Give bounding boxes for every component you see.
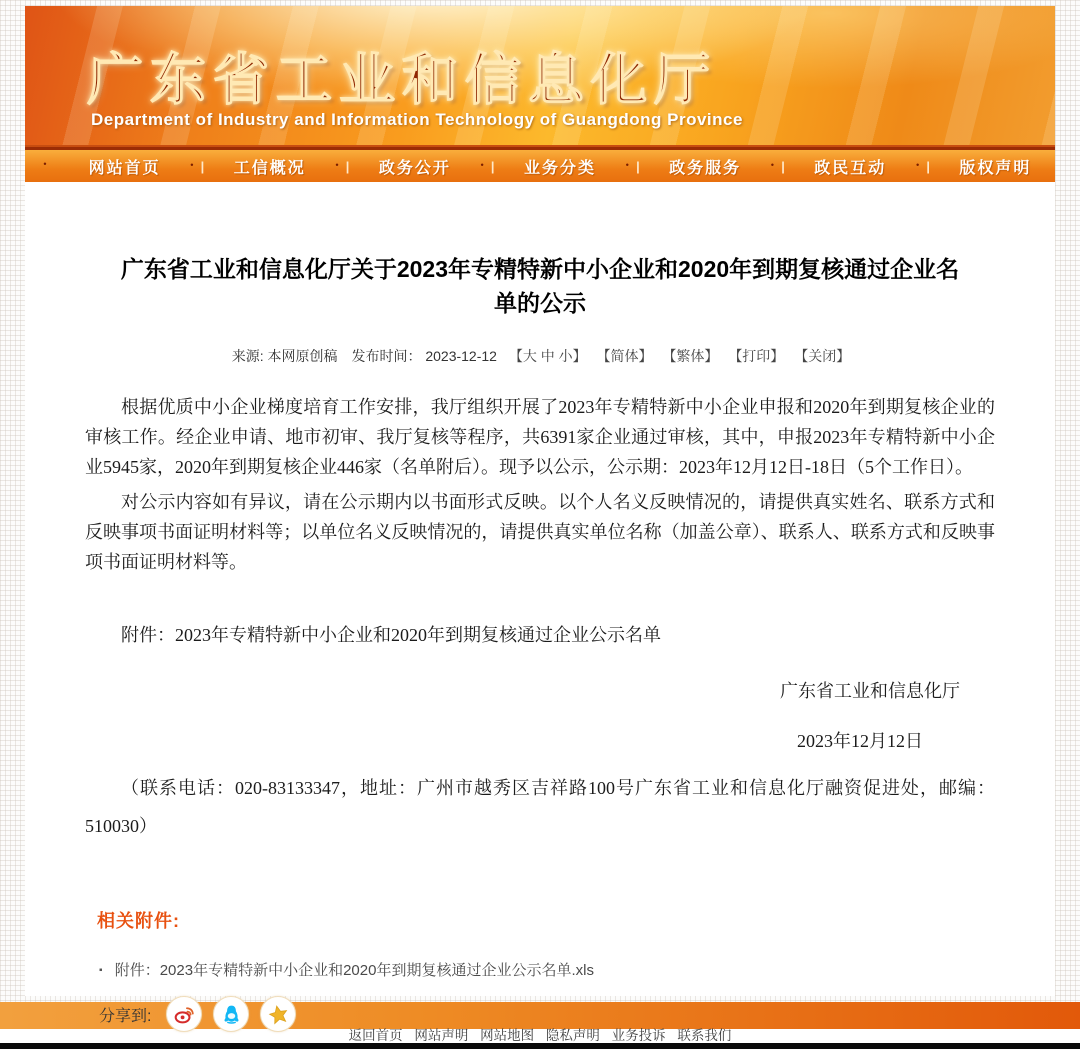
nav-item-gov-services[interactable]: 政务服务 <box>669 159 742 177</box>
footer-bottom-bar <box>0 1043 1080 1049</box>
footer-link-sitemap[interactable]: 网站地图 <box>480 1028 535 1043</box>
nav-separator <box>620 159 646 174</box>
article-content <box>25 182 1055 1025</box>
page <box>0 6 1080 1049</box>
main-nav <box>25 147 1055 182</box>
paragraph-announcement: 根据优质中小企业梯度培育工作安排，我厅组织开展了2023年专精特新中小企业申报和2020年到期复核企业的审核工作。经企业申请、地市初审、我厅复核等程序，共6391家企业通过审核，其中，申报2023年专精特新中小企业5945家，2020年到期复核企业446家（名单附后）。现予以公示，公示期：2023年12月12日-18日（5个工作日）。 <box>85 397 995 477</box>
share-label: 分享到: <box>99 1007 152 1025</box>
source-label: 来源: 本网原创稿 <box>231 348 338 364</box>
nav-item-gov-disclosure[interactable]: 政务公开 <box>378 159 451 177</box>
nav-item-public-interaction[interactable]: 政民互动 <box>814 159 887 177</box>
attachment-xls-link[interactable]: 附件：2023年专精特新中小企业和2020年到期复核通过企业公示名单.xls <box>114 962 594 979</box>
footer-link-contact-us[interactable]: 联系我们 <box>677 1028 732 1043</box>
page-footer <box>0 996 1080 1049</box>
nav-item-copyright[interactable]: 版权声明 <box>959 159 1032 177</box>
simplified-chinese-button[interactable]: 【简体】 <box>596 348 653 364</box>
signature-org: 广东省工业和信息化厅 <box>780 681 960 701</box>
footer-link-complaints[interactable]: 业务投诉 <box>611 1028 666 1043</box>
close-button[interactable]: 【关闭】 <box>794 348 851 364</box>
nav-separator <box>329 159 355 174</box>
article-meta <box>85 346 995 366</box>
nav-item-business-category[interactable]: 业务分类 <box>523 159 596 177</box>
footer-link-site-statement[interactable]: 网站声明 <box>414 1028 469 1043</box>
footer-links <box>0 1029 1080 1043</box>
nav-item-home[interactable]: 网站首页 <box>88 159 161 177</box>
related-attachments-heading: 相关附件: <box>97 911 180 931</box>
square-bullet-icon <box>99 962 111 979</box>
article-title: 广东省工业和信息化厅关于2023年专精特新中小企业和2020年到期复核通过企业名单的公示 <box>120 256 960 316</box>
paragraph-objection: 对公示内容如有异议，请在公示期内以书面形式反映。以个人名义反映情况的，请提供真实姓名、联系方式和反映事项书面证明材料等；以单位名义反映情况的，请提供真实单位名称（加盖公章）、联系人、联系方式和反映事项书面证明材料等。 <box>85 492 995 572</box>
nav-separator <box>184 159 210 174</box>
signature-date: 2023年12月12日 <box>797 731 923 751</box>
footer-link-privacy[interactable]: 隐私声明 <box>545 1028 600 1043</box>
nav-item-overview[interactable]: 工信概况 <box>233 159 306 177</box>
nav-separator <box>910 159 936 174</box>
attachment-line: 附件：2023年专精特新中小企业和2020年到期复核通过企业公示名单 <box>121 625 661 645</box>
contact-info: （联系电话：020-83133347，地址：广州市越秀区吉祥路100号广东省工业和信息化厅融资促进处，邮编：510030） <box>85 778 995 836</box>
nav-dot-icon <box>25 157 65 175</box>
site-subtitle-en: Department of Industry and Information Technology of Guangdong Province <box>91 110 743 129</box>
font-size-control[interactable]: 【大 中 小】 <box>508 348 587 364</box>
footer-orange-bar <box>0 1002 1080 1029</box>
traditional-chinese-button[interactable]: 【繁体】 <box>662 348 719 364</box>
site-title: 广东省工业和信息化厅 <box>87 48 717 111</box>
nav-separator <box>474 159 500 174</box>
attachment-row <box>99 959 995 980</box>
nav-separator <box>765 159 791 174</box>
footer-link-return-home[interactable]: 返回首页 <box>348 1028 403 1043</box>
print-button[interactable]: 【打印】 <box>728 348 785 364</box>
site-banner <box>25 6 1055 147</box>
publish-time-label: 发布时间： 2023-12-12 <box>351 348 497 364</box>
